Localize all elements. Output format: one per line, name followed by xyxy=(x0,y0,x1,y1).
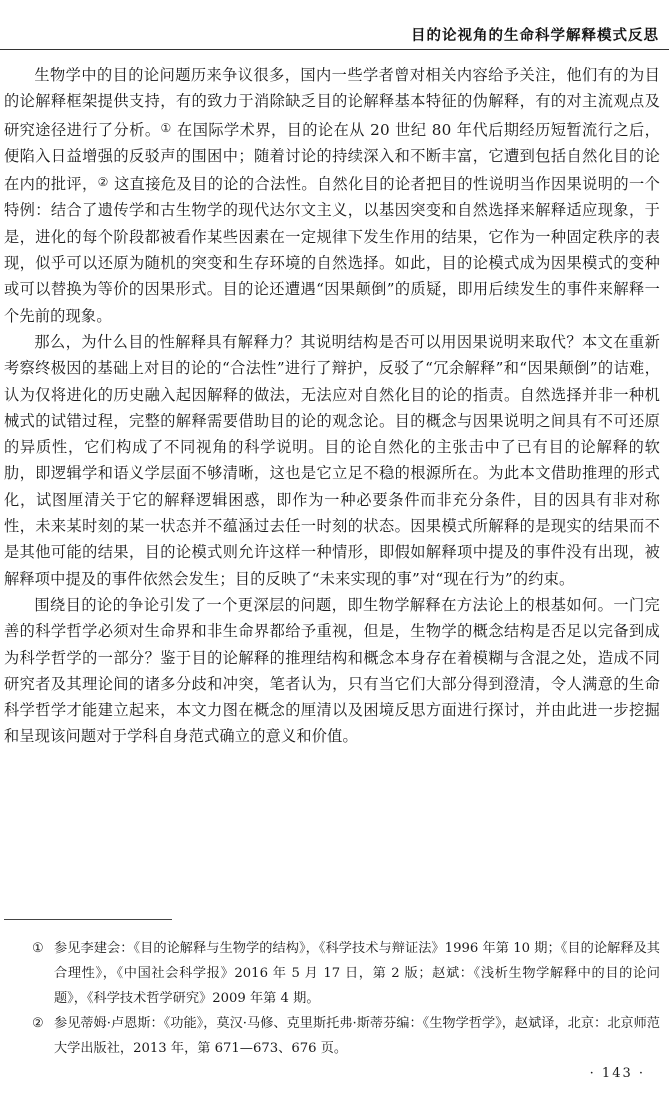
paragraph-1 xyxy=(4,62,660,329)
running-header xyxy=(0,24,669,46)
paragraph-2: 那么，为什么目的性解释具有解释力？其说明结构是否可以用因果说明来取代？本文在重新考察终极因的基础上对目的论的“合法性”进行了辩护，反驳了“冗余解释”和“因果颠倒”的诘难，认为仅将进化的历史融入起因解释的做法，无法应对自然化目的论的指责。自然选择并非一种机械式的试错过程，完整的解释需要借助目的论的观念论。目的概念与因果说明之间具有不可还原的异质性，它们构成了不同视角的科学说明。目的论自然化的主张击中了已有目的论解释的软肋，即逻辑学和语义学层面不够清晰，这也是它立足不稳的根源所在。为此本文借助推理的形式化，试图厘清关于它的解释逻辑困惑，即作为一种必要条件而非充分条件，目的因具有非对称性，未来某时刻的某一状态并不蕴涵过去任一时刻的状态。因果模式所解释的是现实的结果而不是其他可能的结果，目的论模式则允许这样一种情形，即假如解释项中提及的事件没有出现，被解释项中提及的事件依然会发生；目的反映了“未来实现的事”对“现在行为”的约束。 xyxy=(4,332,660,588)
footnote-2-text: 参见蒂姆·卢恩斯：《功能》，莫汉·马修、克里斯托弗·斯蒂芬编：《生物学哲学》，赵斌译，北京：北京师范大学出版社，2013 年，第 671—673、676 页。 xyxy=(54,1016,660,1056)
footnote-2 xyxy=(10,1011,660,1061)
footnote-1-mark: ① xyxy=(32,941,44,956)
footnote-1-text: 参见李建会：《目的论解释与生物学的结构》，《科学技术与辩证法》1996 年第 10 期；《目的论解释及其合理性》，《中国社会科学报》2016 年 5 月 17 日，第 2 版；赵斌：《浅析生物学解释中的目的论问题》，《科学技术哲学研究》2009 年第 4 期。 xyxy=(54,941,660,1006)
footnotes xyxy=(10,936,660,1061)
main-text xyxy=(4,62,660,750)
footnote-ref-2[interactable]: ② xyxy=(97,175,109,190)
paragraph-1-part-3: 这直接危及目的论的合法性。自然化目的论者把目的性说明当作因果说明的一个特例：结合了遗传学和古生物学的现代达尔文主义，以基因突变和自然选择来解释适应现象，于是，进化的每个阶段都被看作某些因素在一定规律下发生作用的结果，它作为一种固定秩序的表现，似乎可以还原为随机的突变和生存环境的自然选择。如此，目的论模式成为因果模式的变种或可以替换为等价的因果形式。目的论还遭遇“因果颠倒”的质疑，即用后续发生的事件来解释一个先前的现象。 xyxy=(4,175,661,325)
paragraph-3: 围绕目的论的争论引发了一个更深层的问题，即生物学解释在方法论上的根基如何。一门完善的科学哲学必须对生命界和非生命界都给予重视，但是，生物学的概念结构是否足以完备到成为科学哲学的一部分？鉴于目的论解释的推理结构和概念本身存在着模糊与含混之处，造成不同研究者及其理论间的诸多分歧和冲突，笔者认为，只有当它们大部分得到澄清，令人满意的生命科学哲学才能建立起来，本文力图在概念的厘清以及困境反思方面进行探讨，并由此进一步挖掘和呈现该问题对于学科自身范式确立的意义和价值。 xyxy=(4,595,660,746)
footnote-2-mark: ② xyxy=(32,1016,44,1031)
paragraph-1-part-2: 在国际学术界，目的论在从 20 世纪 80 年代后期经历短暂流行之后，便陷入日益增强的反驳声的围困中；随着讨论的持续深入和不断丰富，它遭到包括自然化目的论在内的批评， xyxy=(4,120,661,194)
paragraph-1-part-1: 生物学中的目的论问题历来争议很多，国内一些学者曾对相关内容给予关注，他们有的为目的论解释框架提供支持，有的致力于消除缺乏目的论解释基本特征的伪解释，有的对主流观点及研究途径进行了分析。 xyxy=(4,66,660,139)
header-divider xyxy=(0,49,669,50)
footnote-divider xyxy=(4,919,172,920)
footnote-1 xyxy=(10,936,660,1011)
footnote-ref-1[interactable]: ① xyxy=(160,120,172,135)
page-number: · 143 · xyxy=(589,1066,645,1081)
running-header-title: 目的论视角的生命科学解释模式反思 xyxy=(411,28,659,44)
